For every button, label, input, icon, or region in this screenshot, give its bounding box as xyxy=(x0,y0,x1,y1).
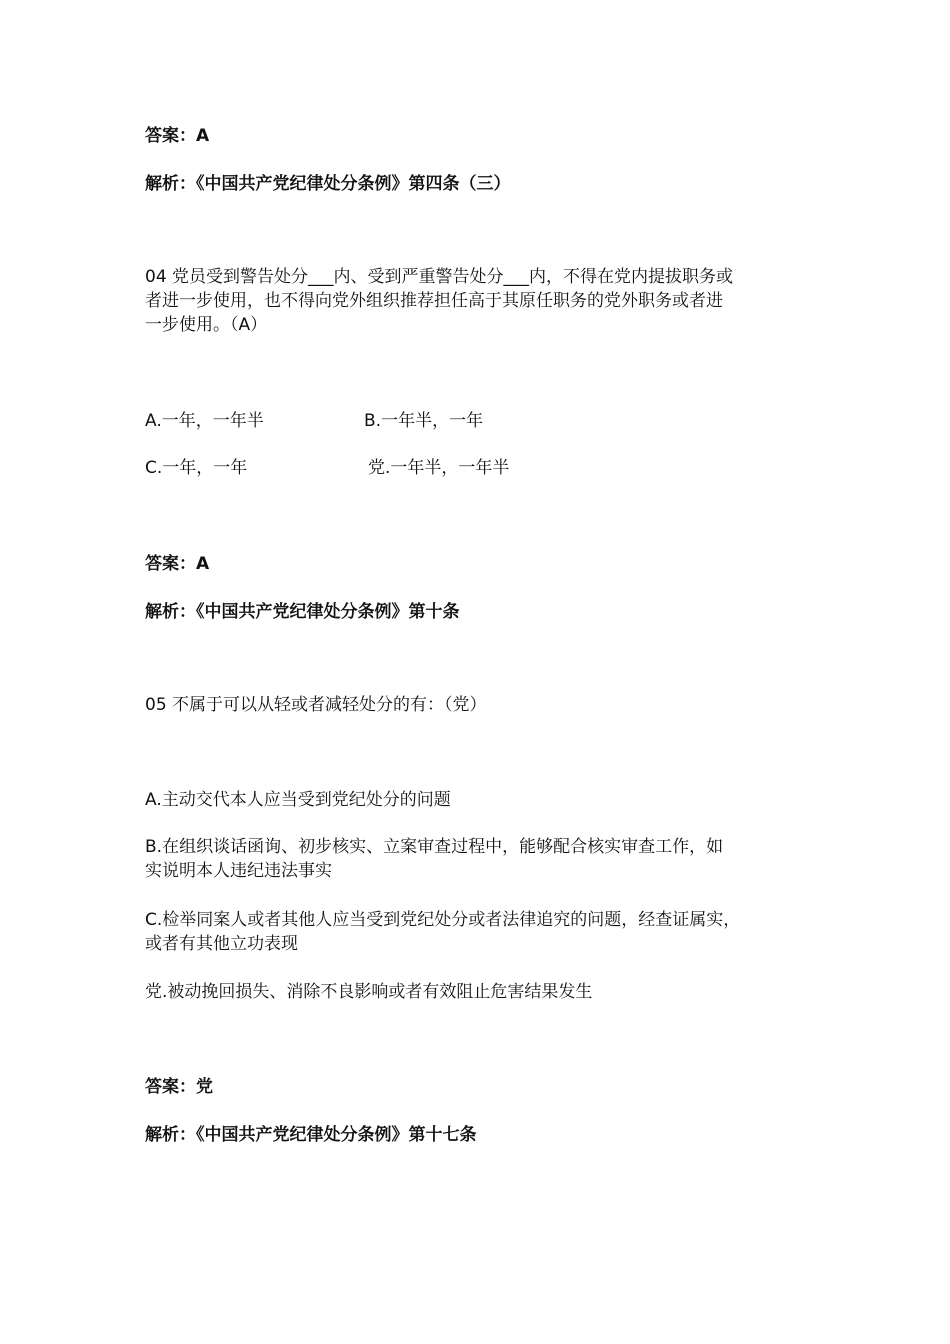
q3-analysis: 解析：《中国共产党纪律处分条例》第四条（三） xyxy=(145,174,511,194)
q4-option-b: B.一年半，一年 xyxy=(364,411,484,431)
q4-question-line-2: 者进一步使用，也不得向党外组织推荐担任高于其原任职务的党外职务或者进 xyxy=(145,291,723,311)
q5-question: 05 不属于可以从轻或者减轻处分的有：（党） xyxy=(145,695,487,715)
q5-option-c-line-2: 或者有其他立功表现 xyxy=(145,934,298,954)
q4-analysis: 解析：《中国共产党纪律处分条例》第十条 xyxy=(145,602,460,622)
q5-option-b-line-1: B.在组织谈话函询、初步核实、立案审查过程中，能够配合核实审查工作，如 xyxy=(145,837,724,857)
q4-question-line-3: 一步使用。（A） xyxy=(145,315,268,335)
q4-question xyxy=(145,265,805,337)
q5-option-b xyxy=(145,835,805,883)
q3-answer: 答案：A xyxy=(145,126,210,146)
q5-answer: 答案：党 xyxy=(145,1077,213,1097)
q5-option-b-line-2: 实说明本人违纪违法事实 xyxy=(145,861,332,881)
q4-option-a: A.一年，一年半 xyxy=(145,411,264,431)
q4-question-line-1: 04 党员受到警告处分___内、受到严重警告处分___内，不得在党内提拔职务或 xyxy=(145,267,734,287)
q4-answer: 答案：A xyxy=(145,554,210,574)
q5-analysis: 解析：《中国共产党纪律处分条例》第十七条 xyxy=(145,1125,477,1145)
q5-option-c xyxy=(145,908,805,956)
q5-option-a: A.主动交代本人应当受到党纪处分的问题 xyxy=(145,790,451,810)
q5-option-d: 党.被动挽回损失、消除不良影响或者有效阻止危害结果发生 xyxy=(145,982,593,1002)
q5-option-c-line-1: C.检举同案人或者其他人应当受到党纪处分或者法律追究的问题，经查证属实， xyxy=(145,910,741,930)
q4-option-d: 党.一年半，一年半 xyxy=(368,458,510,478)
q4-option-c: C.一年，一年 xyxy=(145,458,248,478)
